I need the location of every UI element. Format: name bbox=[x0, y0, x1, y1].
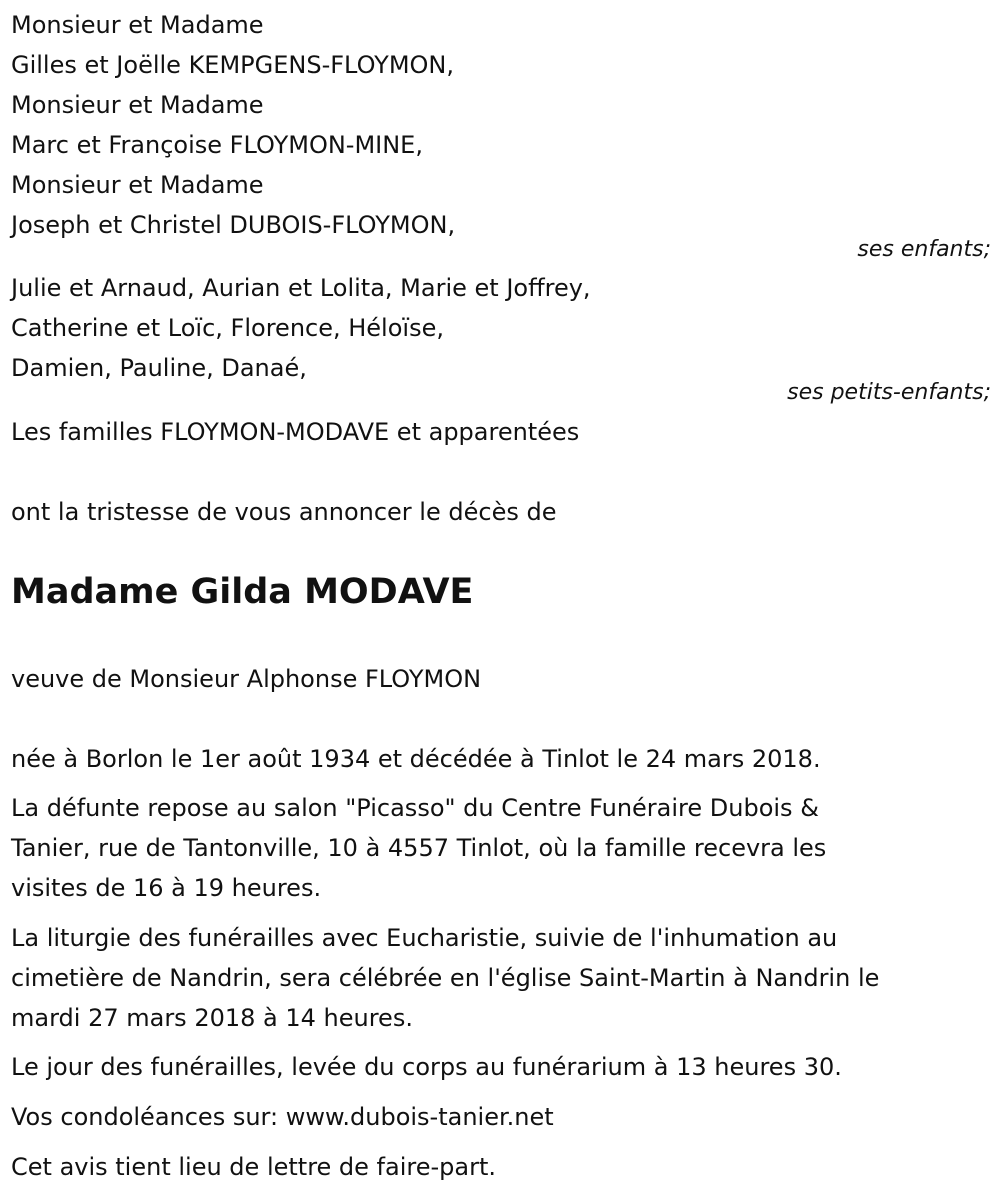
children-line-5: Monsieur et Madame bbox=[11, 171, 264, 199]
children-line-3: Monsieur et Madame bbox=[11, 91, 264, 119]
grandchildren-line-2: Catherine et Loïc, Florence, Héloïse, bbox=[11, 314, 444, 342]
children-line-1: Monsieur et Madame bbox=[11, 11, 264, 39]
repose-line-2: Tanier, rue de Tantonville, 10 à 4557 Tinlot, où la famille recevra les bbox=[11, 834, 827, 862]
faire-part-notice-line: Cet avis tient lieu de lettre de faire-part. bbox=[11, 1153, 496, 1181]
liturgy-paragraph bbox=[11, 918, 976, 1038]
repose-paragraph bbox=[11, 788, 976, 908]
birth-death-line: née à Borlon le 1er août 1934 et décédée à Tinlot le 24 mars 2018. bbox=[11, 745, 821, 773]
children-line-6: Joseph et Christel DUBOIS-FLOYMON, bbox=[11, 211, 456, 239]
grandchildren-role-label: ses petits-enfants; bbox=[787, 380, 991, 405]
levee-line: Le jour des funérailles, levée du corps au funérarium à 13 heures 30. bbox=[11, 1053, 842, 1081]
families-line: Les familles FLOYMON-MODAVE et apparentées bbox=[11, 418, 580, 446]
grandchildren-line-1: Julie et Arnaud, Aurian et Lolita, Marie et Joffrey, bbox=[11, 274, 591, 302]
announcement-line: ont la tristesse de vous annoncer le décès de bbox=[11, 498, 557, 526]
liturgy-line-3: mardi 27 mars 2018 à 14 heures. bbox=[11, 1004, 413, 1032]
liturgy-line-1: La liturgie des funérailles avec Eucharistie, suivie de l'inhumation au bbox=[11, 924, 838, 952]
condolences-line: Vos condoléances sur: www.dubois-tanier.net bbox=[11, 1103, 554, 1131]
children-line-2: Gilles et Joëlle KEMPGENS-FLOYMON, bbox=[11, 51, 454, 79]
liturgy-line-2: cimetière de Nandrin, sera célébrée en l'église Saint-Martin à Nandrin le bbox=[11, 964, 880, 992]
children-role-label: ses enfants; bbox=[857, 237, 991, 262]
children-line-4: Marc et Françoise FLOYMON-MINE, bbox=[11, 131, 423, 159]
widow-of-line: veuve de Monsieur Alphonse FLOYMON bbox=[11, 665, 482, 693]
repose-line-1: La défunte repose au salon "Picasso" du Centre Funéraire Dubois & bbox=[11, 794, 819, 822]
repose-line-3: visites de 16 à 19 heures. bbox=[11, 874, 322, 902]
deceased-name-heading: Madame Gilda MODAVE bbox=[11, 572, 474, 612]
grandchildren-line-3: Damien, Pauline, Danaé, bbox=[11, 354, 307, 382]
